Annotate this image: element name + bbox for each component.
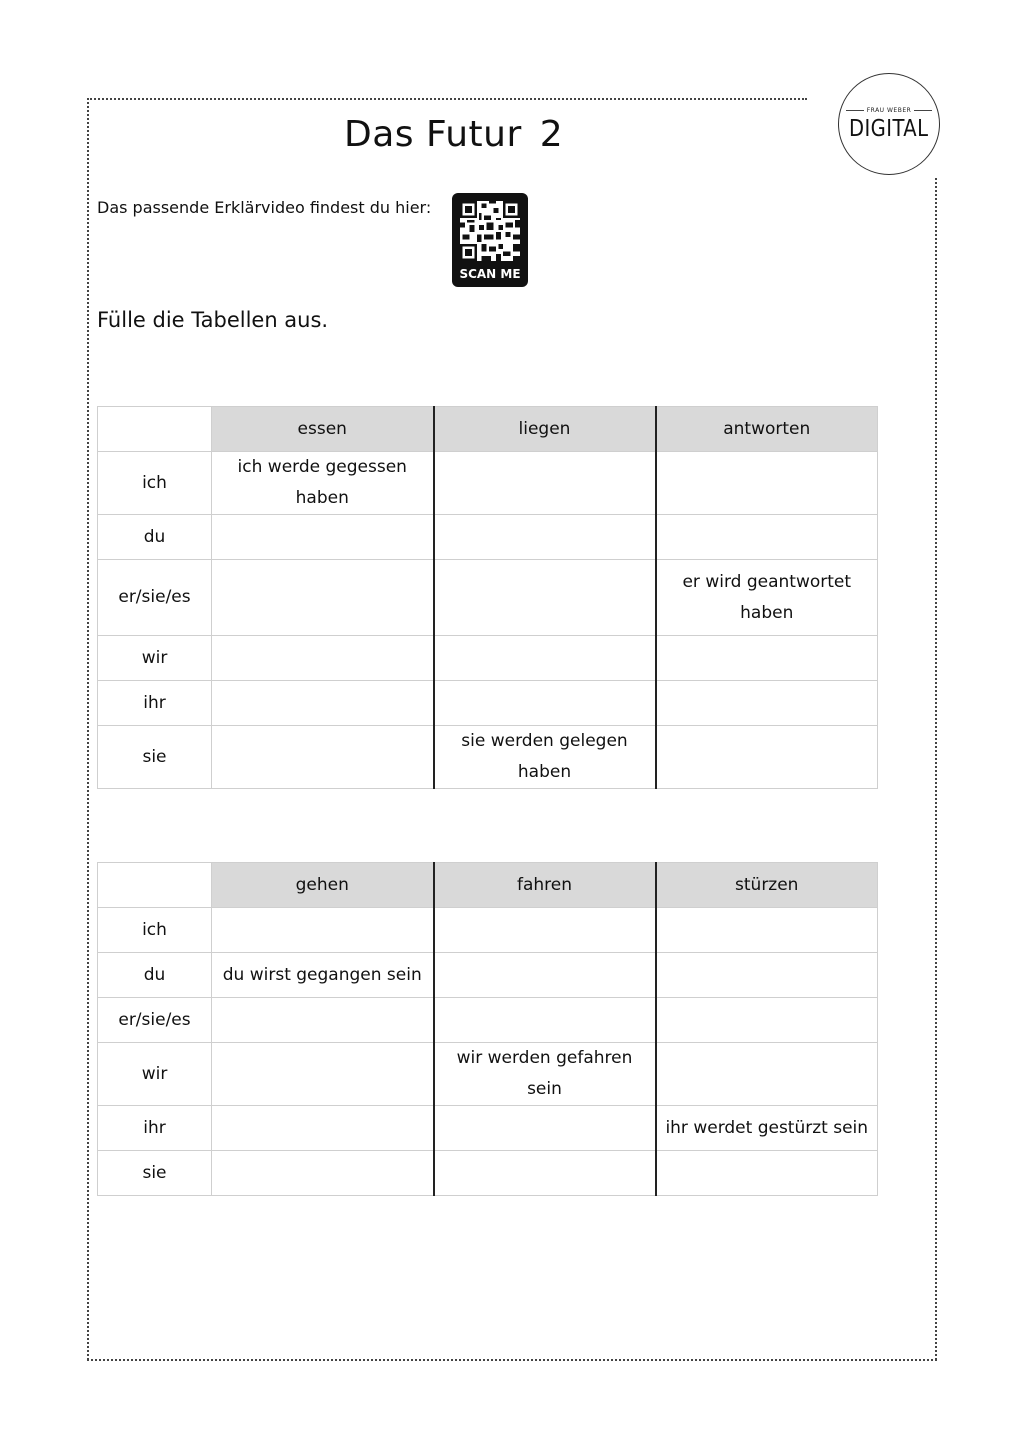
- page-border-bottom: [87, 1359, 937, 1361]
- answer-cell[interactable]: [212, 1043, 434, 1106]
- answer-cell[interactable]: ich werde gegessen haben: [212, 452, 434, 515]
- page-border-top: [87, 98, 807, 100]
- pronoun-cell: er/sie/es: [98, 560, 212, 636]
- qr-scan-label: SCAN ME: [459, 267, 521, 281]
- title-number: 2: [539, 114, 564, 155]
- pronoun-cell: ich: [98, 908, 212, 953]
- header-verb-antworten: antworten: [656, 407, 878, 452]
- answer-cell[interactable]: [212, 1106, 434, 1151]
- table-row: [98, 1043, 878, 1106]
- table-row: [98, 452, 878, 515]
- logo-subtitle: FRAU WEBER: [846, 107, 933, 114]
- header-verb-liegen: liegen: [434, 407, 656, 452]
- table-row: [98, 636, 878, 681]
- answer-cell[interactable]: [656, 1151, 878, 1196]
- answer-cell[interactable]: [656, 681, 878, 726]
- answer-cell[interactable]: [434, 998, 656, 1043]
- answer-cell[interactable]: [212, 560, 434, 636]
- answer-cell[interactable]: [434, 636, 656, 681]
- table-row: [98, 560, 878, 636]
- page-border-right: [935, 178, 937, 1360]
- answer-cell[interactable]: [656, 953, 878, 998]
- table-row: [98, 1151, 878, 1196]
- pronoun-cell: du: [98, 953, 212, 998]
- header-cell-empty: [98, 863, 212, 908]
- table-row: [98, 515, 878, 560]
- answer-cell[interactable]: [212, 681, 434, 726]
- pronoun-cell: ihr: [98, 1106, 212, 1151]
- video-note: Das passende Erklärvideo findest du hier:: [97, 198, 432, 217]
- answer-cell[interactable]: [212, 726, 434, 789]
- answer-cell[interactable]: [656, 726, 878, 789]
- pronoun-cell: sie: [98, 1151, 212, 1196]
- answer-cell[interactable]: wir werden gefahren sein: [434, 1043, 656, 1106]
- conjugation-table-1: [97, 406, 878, 789]
- pronoun-cell: wir: [98, 636, 212, 681]
- answer-cell[interactable]: [656, 998, 878, 1043]
- answer-cell[interactable]: [434, 515, 656, 560]
- answer-cell[interactable]: [656, 515, 878, 560]
- answer-cell[interactable]: [212, 908, 434, 953]
- answer-cell[interactable]: ihr werdet gestürzt sein: [656, 1106, 878, 1151]
- pronoun-cell: wir: [98, 1043, 212, 1106]
- answer-cell[interactable]: [212, 998, 434, 1043]
- answer-cell[interactable]: [656, 636, 878, 681]
- answer-cell[interactable]: [656, 908, 878, 953]
- header-verb-gehen: gehen: [212, 863, 434, 908]
- answer-cell[interactable]: [434, 908, 656, 953]
- answer-cell[interactable]: du wirst gegangen sein: [212, 953, 434, 998]
- title-text: Das Futur: [344, 114, 522, 155]
- logo-main-text: DIGITAL: [849, 115, 929, 142]
- pronoun-cell: er/sie/es: [98, 998, 212, 1043]
- table-row: [98, 998, 878, 1043]
- table-row: [98, 726, 878, 789]
- instruction: Fülle die Tabellen aus.: [97, 308, 329, 332]
- pronoun-cell: ich: [98, 452, 212, 515]
- header-verb-fahren: fahren: [434, 863, 656, 908]
- answer-cell[interactable]: [434, 953, 656, 998]
- pronoun-cell: ihr: [98, 681, 212, 726]
- answer-cell[interactable]: [656, 1043, 878, 1106]
- table-header-row: [98, 407, 878, 452]
- answer-cell[interactable]: er wird geantwortet haben: [656, 560, 878, 636]
- qr-code-icon: [460, 201, 520, 261]
- pronoun-cell: du: [98, 515, 212, 560]
- table-row: [98, 953, 878, 998]
- table-row: [98, 1106, 878, 1151]
- header-verb-stuerzen: stürzen: [656, 863, 878, 908]
- page-title: [344, 114, 563, 155]
- answer-cell[interactable]: [212, 515, 434, 560]
- table-header-row: [98, 863, 878, 908]
- answer-cell[interactable]: [434, 560, 656, 636]
- answer-cell[interactable]: [212, 1151, 434, 1196]
- table-row: [98, 908, 878, 953]
- answer-cell[interactable]: [434, 681, 656, 726]
- answer-cell[interactable]: [434, 1151, 656, 1196]
- qr-code[interactable]: [452, 193, 528, 287]
- pronoun-cell: sie: [98, 726, 212, 789]
- header-verb-essen: essen: [212, 407, 434, 452]
- table-row: [98, 681, 878, 726]
- conjugation-table-2: [97, 862, 878, 1196]
- answer-cell[interactable]: [656, 452, 878, 515]
- answer-cell[interactable]: [434, 1106, 656, 1151]
- answer-cell[interactable]: [434, 452, 656, 515]
- header-cell-empty: [98, 407, 212, 452]
- page-border-left: [87, 98, 89, 1360]
- answer-cell[interactable]: [212, 636, 434, 681]
- answer-cell[interactable]: sie werden gelegen haben: [434, 726, 656, 789]
- frau-weber-digital-logo: [838, 73, 940, 175]
